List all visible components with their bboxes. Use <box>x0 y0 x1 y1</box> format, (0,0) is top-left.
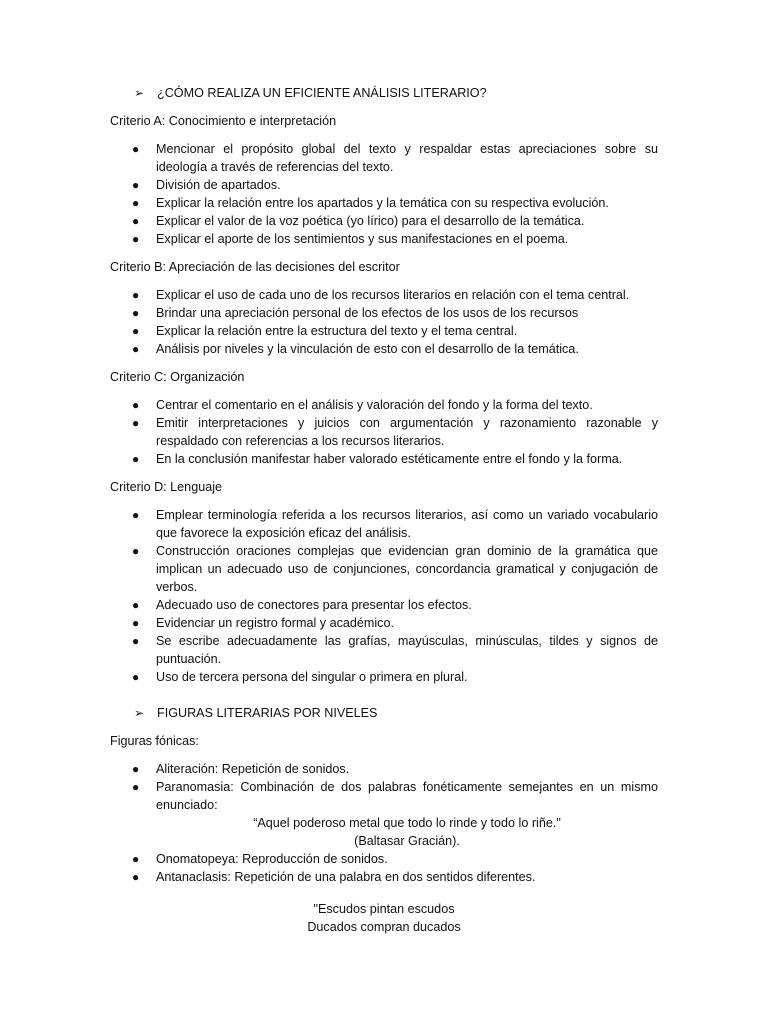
list-item-text: Explicar el aporte de los sentimientos y sus manifestaciones en el poema. <box>156 232 569 246</box>
bullet-icon: ● <box>132 398 140 412</box>
bullet-icon: ● <box>132 306 140 320</box>
list-item <box>110 542 658 596</box>
section-heading-figures <box>110 704 658 722</box>
list-item-text: Explicar el uso de cada uno de los recursos literarios en relación con el tema central. <box>156 288 630 302</box>
list-item-text: Evidenciar un registro formal y académico. <box>156 616 394 630</box>
list-item <box>110 506 658 542</box>
bullet-icon: ● <box>132 670 140 684</box>
list-item-text: Antanaclasis: Repetición de una palabra en dos sentidos diferentes. <box>156 870 536 884</box>
list-item <box>110 778 658 814</box>
bullet-icon: ● <box>132 324 140 338</box>
poem-line: Ducados compran ducados <box>307 920 461 934</box>
list-item-text: Emplear terminología referida a los recursos literarios, así como un variado vocabulario que favorece la exposición eficaz del análisis. <box>156 508 658 540</box>
list-item <box>110 322 658 340</box>
list-item <box>110 760 658 778</box>
criterion-list <box>110 286 658 358</box>
list-item <box>110 414 658 450</box>
list-item-text: Onomatopeya: Reproducción de sonidos. <box>156 852 388 866</box>
bullet-icon: ● <box>132 342 140 356</box>
list-item <box>110 212 658 230</box>
document-body <box>110 84 658 936</box>
arrow-bullet-icon: ➢ <box>134 86 145 100</box>
criterion-list <box>110 140 658 248</box>
list-item <box>110 304 658 322</box>
bullet-icon: ● <box>132 544 140 558</box>
criterion-label: Criterio D: Lenguaje <box>110 480 223 494</box>
bullet-icon: ● <box>132 178 140 192</box>
bullet-icon: ● <box>132 634 140 648</box>
bullet-icon: ● <box>132 288 140 302</box>
figures-list <box>110 850 658 886</box>
list-item-text: Mencionar el propósito global del texto y respaldar estas apreciaciones sobre su ideología a través de referencias del texto. <box>156 142 658 174</box>
section-title: FIGURAS LITERARIAS POR NIVELES <box>157 706 378 720</box>
section-heading-analysis <box>110 84 658 102</box>
subsection-label: Figuras fónicas: <box>110 734 199 748</box>
quote-text: “Aquel poderoso metal que todo lo rinde y todo lo riñe." <box>253 816 561 830</box>
list-item-text: Aliteración: Repetición de sonidos. <box>156 762 350 776</box>
list-item-text: Explicar la relación entre los apartados y la temática con su respectiva evolución. <box>156 196 609 210</box>
list-item-text: En la conclusión manifestar haber valorado estéticamente entre el fondo y la forma. <box>156 452 623 466</box>
bullet-icon: ● <box>132 508 140 522</box>
list-item-text: Brindar una apreciación personal de los efectos de los usos de los recursos <box>156 306 579 320</box>
list-item <box>110 286 658 304</box>
bullet-icon: ● <box>132 762 140 776</box>
list-item <box>110 176 658 194</box>
criterion-list <box>110 506 658 686</box>
list-item <box>110 632 658 668</box>
bullet-icon: ● <box>132 214 140 228</box>
bullet-icon: ● <box>132 232 140 246</box>
arrow-bullet-icon: ➢ <box>134 706 145 720</box>
list-item-text: Paranomasia: Combinación de dos palabras fonéticamente semejantes en un mismo enunciado: <box>156 780 658 812</box>
list-item-text: Explicar el valor de la voz poética (yo lírico) para el desarrollo de la temática. <box>156 214 585 228</box>
list-item <box>110 340 658 358</box>
list-item <box>110 194 658 212</box>
list-item <box>110 450 658 468</box>
bullet-icon: ● <box>132 598 140 612</box>
list-item <box>110 868 658 886</box>
list-item <box>110 668 658 686</box>
list-item <box>110 850 658 868</box>
list-item-text: Se escribe adecuadamente las grafías, mayúsculas, minúsculas, tildes y signos de puntuación. <box>156 634 658 666</box>
criterion-label: Criterio C: Organización <box>110 370 245 384</box>
list-item-text: División de apartados. <box>156 178 281 192</box>
bullet-icon: ● <box>132 452 140 466</box>
list-item-text: Emitir interpretaciones y juicios con argumentación y razonamiento razonable y respaldado con referencias a los recursos literarios. <box>156 416 658 448</box>
list-item-text: Construcción oraciones complejas que evidencian gran dominio de la gramática que implican un adecuado uso de conjunciones, concordancia gramatical y conjugación de verbos. <box>156 544 658 594</box>
bullet-icon: ● <box>132 852 140 866</box>
bullet-icon: ● <box>132 416 140 430</box>
list-item <box>110 140 658 176</box>
poem-excerpt <box>110 900 658 936</box>
figures-list <box>110 760 658 814</box>
bullet-icon: ● <box>132 780 140 794</box>
list-item-text: Centrar el comentario en el análisis y valoración del fondo y la forma del texto. <box>156 398 593 412</box>
poem-line: "Escudos pintan escudos <box>313 902 455 916</box>
list-item <box>110 396 658 414</box>
list-item <box>110 230 658 248</box>
list-item <box>110 596 658 614</box>
bullet-icon: ● <box>132 196 140 210</box>
section-title: ¿CÓMO REALIZA UN EFICIENTE ANÁLISIS LITERARIO? <box>157 86 487 100</box>
list-item-text: Uso de tercera persona del singular o primera en plural. <box>156 670 468 684</box>
bullet-icon: ● <box>132 142 140 156</box>
quote-author: (Baltasar Gracián). <box>354 834 460 848</box>
list-item <box>110 614 658 632</box>
criterion-label: Criterio B: Apreciación de las decisiones del escritor <box>110 260 400 274</box>
list-item-text: Adecuado uso de conectores para presentar los efectos. <box>156 598 472 612</box>
criterion-label: Criterio A: Conocimiento e interpretación <box>110 114 337 128</box>
bullet-icon: ● <box>132 616 140 630</box>
bullet-icon: ● <box>132 870 140 884</box>
list-item-text: Análisis por niveles y la vinculación de esto con el desarrollo de la temática. <box>156 342 579 356</box>
criterion-list <box>110 396 658 468</box>
list-item-text: Explicar la relación entre la estructura del texto y el tema central. <box>156 324 518 338</box>
